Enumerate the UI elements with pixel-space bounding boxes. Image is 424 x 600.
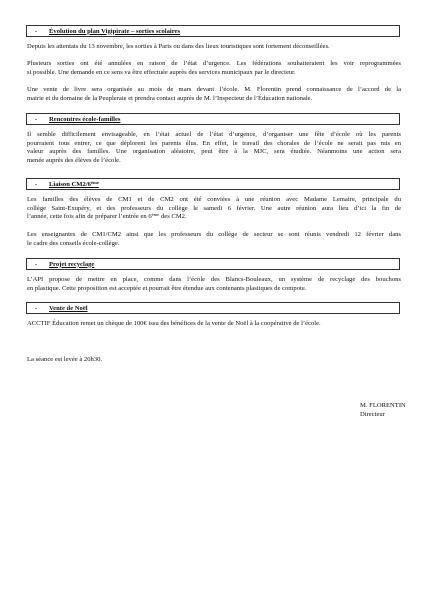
- heading-dash: -: [35, 304, 38, 312]
- text-line: La séance est levée à 20h30.: [27, 356, 103, 363]
- text-line: [27, 213, 401, 222]
- heading-superscript: ème: [90, 179, 99, 185]
- text-line: Plusieurs sorties ont été annulées en raison de l’état d’urgence. Les fédérations souhaiteraient les voir reprogrammées: [27, 60, 401, 67]
- heading-title: Rencontres école-familles: [49, 115, 121, 123]
- text-line: Depuis les attentats du 13 novembre, les sorties à Paris ou dans des lieux touristiques sont fortement déconseillées.: [27, 43, 330, 50]
- paragraph: [27, 131, 401, 165]
- heading-dash: -: [35, 260, 38, 268]
- document-page: - Évolution du plan Vigipirate – sorties scolaires Depuis les attentats du 13 novembre, les sorties à Paris ou dans des lieux touristiques sont fortement déconseillées. Plusieurs sorties ont été annulées en raison de l’état d’urgence. Les fédérations souhaiteraient les voir reprogrammées si possible. Une demande en ce sens va être effectuée auprès des services municipaux par le directeur. Une vente de livre sera organisée au mois de mars devant l’école. M. Florentin prend connaissance de l’accord de la mairie et du domaine de la Peupleraie et prendra contact auprès de M. l’Inspecteur de l’Éducation nationale. - Rencontres école-familles Il semble difficilement envisageable, en l’état actuel de l’état d’urgence, d’organiser une fête d’école où les parents pourraient tous entrer, ce que déplorent les parents élus. En effet, le travail des chorales de l’école ne serait pas mis en valeur auprès des familles. Une organisation aléatoire, peut être à la MJC, sera étudiée. Néanmoins une action sera menée auprès des élèves de l’école. - Liaison CM2/6ème Les familles des élèves de CM1 et de CM2 ont été conviées à une réunion avec Madame Lemaire, principale du collège Saint-Exupéry, et des professeurs du collège le samedi 6 février. Une autre réunion aura lieu d’ici la fin de l’année, cette fois afin de préparer l’entrée en 6ème des CM2. Les enseignantes de CM1/CM2 ainsi que les professeurs du collège de secteur se sont réunis vendredi 12 février dans le cadre des conseils école-collège. - Projet recyclage L’API propose de mettre en place, comme dans l’école des Blancs-Bouleaux, un système de recyclage des bouchons en plastique. Cette proposition est acceptée et pourrait être étendue aux contenants plastiques de compote. - Vente de Noël ACCTIF Éducation remet un chèque de 100€ issu des bénéfices de la vente de Noël à la coopérative de l’école. La séance est levée à 20h30. M. FLORENTIN Directeur: [0, 0, 424, 600]
- heading-dash: -: [35, 180, 38, 188]
- text-line: si possible. Une demande en ce sens va être effectuée auprès des services municipaux par le directeur.: [27, 68, 296, 76]
- section-heading-rencontres: [26, 113, 400, 125]
- paragraph: [27, 86, 401, 103]
- heading-title: [49, 181, 99, 190]
- text-line: collège Saint-Exupéry, et des professeurs du collège le samedi 6 février. Une autre réunion aura lieu d’ici la fin de: [27, 204, 401, 212]
- heading-dash: -: [35, 115, 38, 123]
- section-heading-recyclage: [26, 258, 400, 270]
- text-line: pourraient tous entrer, ce que déplorent les parents élus. En effet, le travail des chorales de l’école ne serait pas mis en: [27, 139, 401, 147]
- text-line: L’API propose de mettre en place, comme dans l’école des Blancs-Bouleaux, un système de recyclage des bouchons: [27, 276, 401, 283]
- text-line: Une vente de livre sera organisée au mois de mars devant l’école. M. Florentin prend connaissance de l’accord de la: [27, 86, 401, 93]
- paragraph: [27, 320, 401, 329]
- paragraph: [27, 196, 401, 222]
- paragraph: [27, 43, 401, 52]
- text-segment: l’année, cette fois afin de préparer l’entrée en 6: [27, 213, 152, 221]
- paragraph: [27, 60, 401, 77]
- heading-dash: -: [35, 27, 38, 35]
- heading-title: Vente de Noël: [49, 304, 88, 312]
- section-heading-vente-noel: [26, 302, 400, 314]
- text-line: ACCTIF Éducation remet un chèque de 100€ issu des bénéfices de la vente de Noël à la coopérative de l’école.: [27, 320, 321, 327]
- text-line: Les familles des élèves de CM1 et de CM2 ont été conviées à une réunion avec Madame Lemaire, principale du: [27, 196, 401, 203]
- superscript: ème: [151, 212, 160, 217]
- paragraph: [27, 231, 401, 248]
- text-line: menée auprès des élèves de l’école.: [27, 156, 121, 164]
- text-line: en plastique. Cette proposition est acceptée et pourrait être étendue aux contenants plastiques de compote.: [27, 284, 307, 292]
- heading-title: Évolution du plan Vigipirate – sorties scolaires: [49, 27, 181, 35]
- heading-title-text: Liaison CM2/6: [49, 180, 91, 188]
- closing-statement: [27, 356, 401, 365]
- text-line: valeur auprès des familles. Une organisation aléatoire, peut être à la MJC, sera étudiée. Néanmoins une action sera: [27, 148, 401, 156]
- paragraph: [27, 276, 401, 293]
- text-line: mairie et du domaine de la Peupleraie et prendra contact auprès de M. l’Inspecteur de l’Éducation nationale.: [27, 94, 313, 102]
- text-line: Les enseignantes de CM1/CM2 ainsi que les professeurs du collège de secteur se sont réunis vendredi 12 février dans: [27, 231, 401, 238]
- text-segment: des CM2.: [159, 213, 187, 221]
- section-heading-vigipirate: [26, 25, 400, 37]
- heading-title: Projet recyclage: [49, 260, 95, 268]
- text-line: le cadre des conseils école-collège.: [27, 239, 120, 247]
- section-heading-liaison: [26, 178, 400, 190]
- text-line: Il semble difficilement envisageable, en l’état actuel de l’état d’urgence, d’organiser une fête d’école où les parents: [27, 131, 401, 138]
